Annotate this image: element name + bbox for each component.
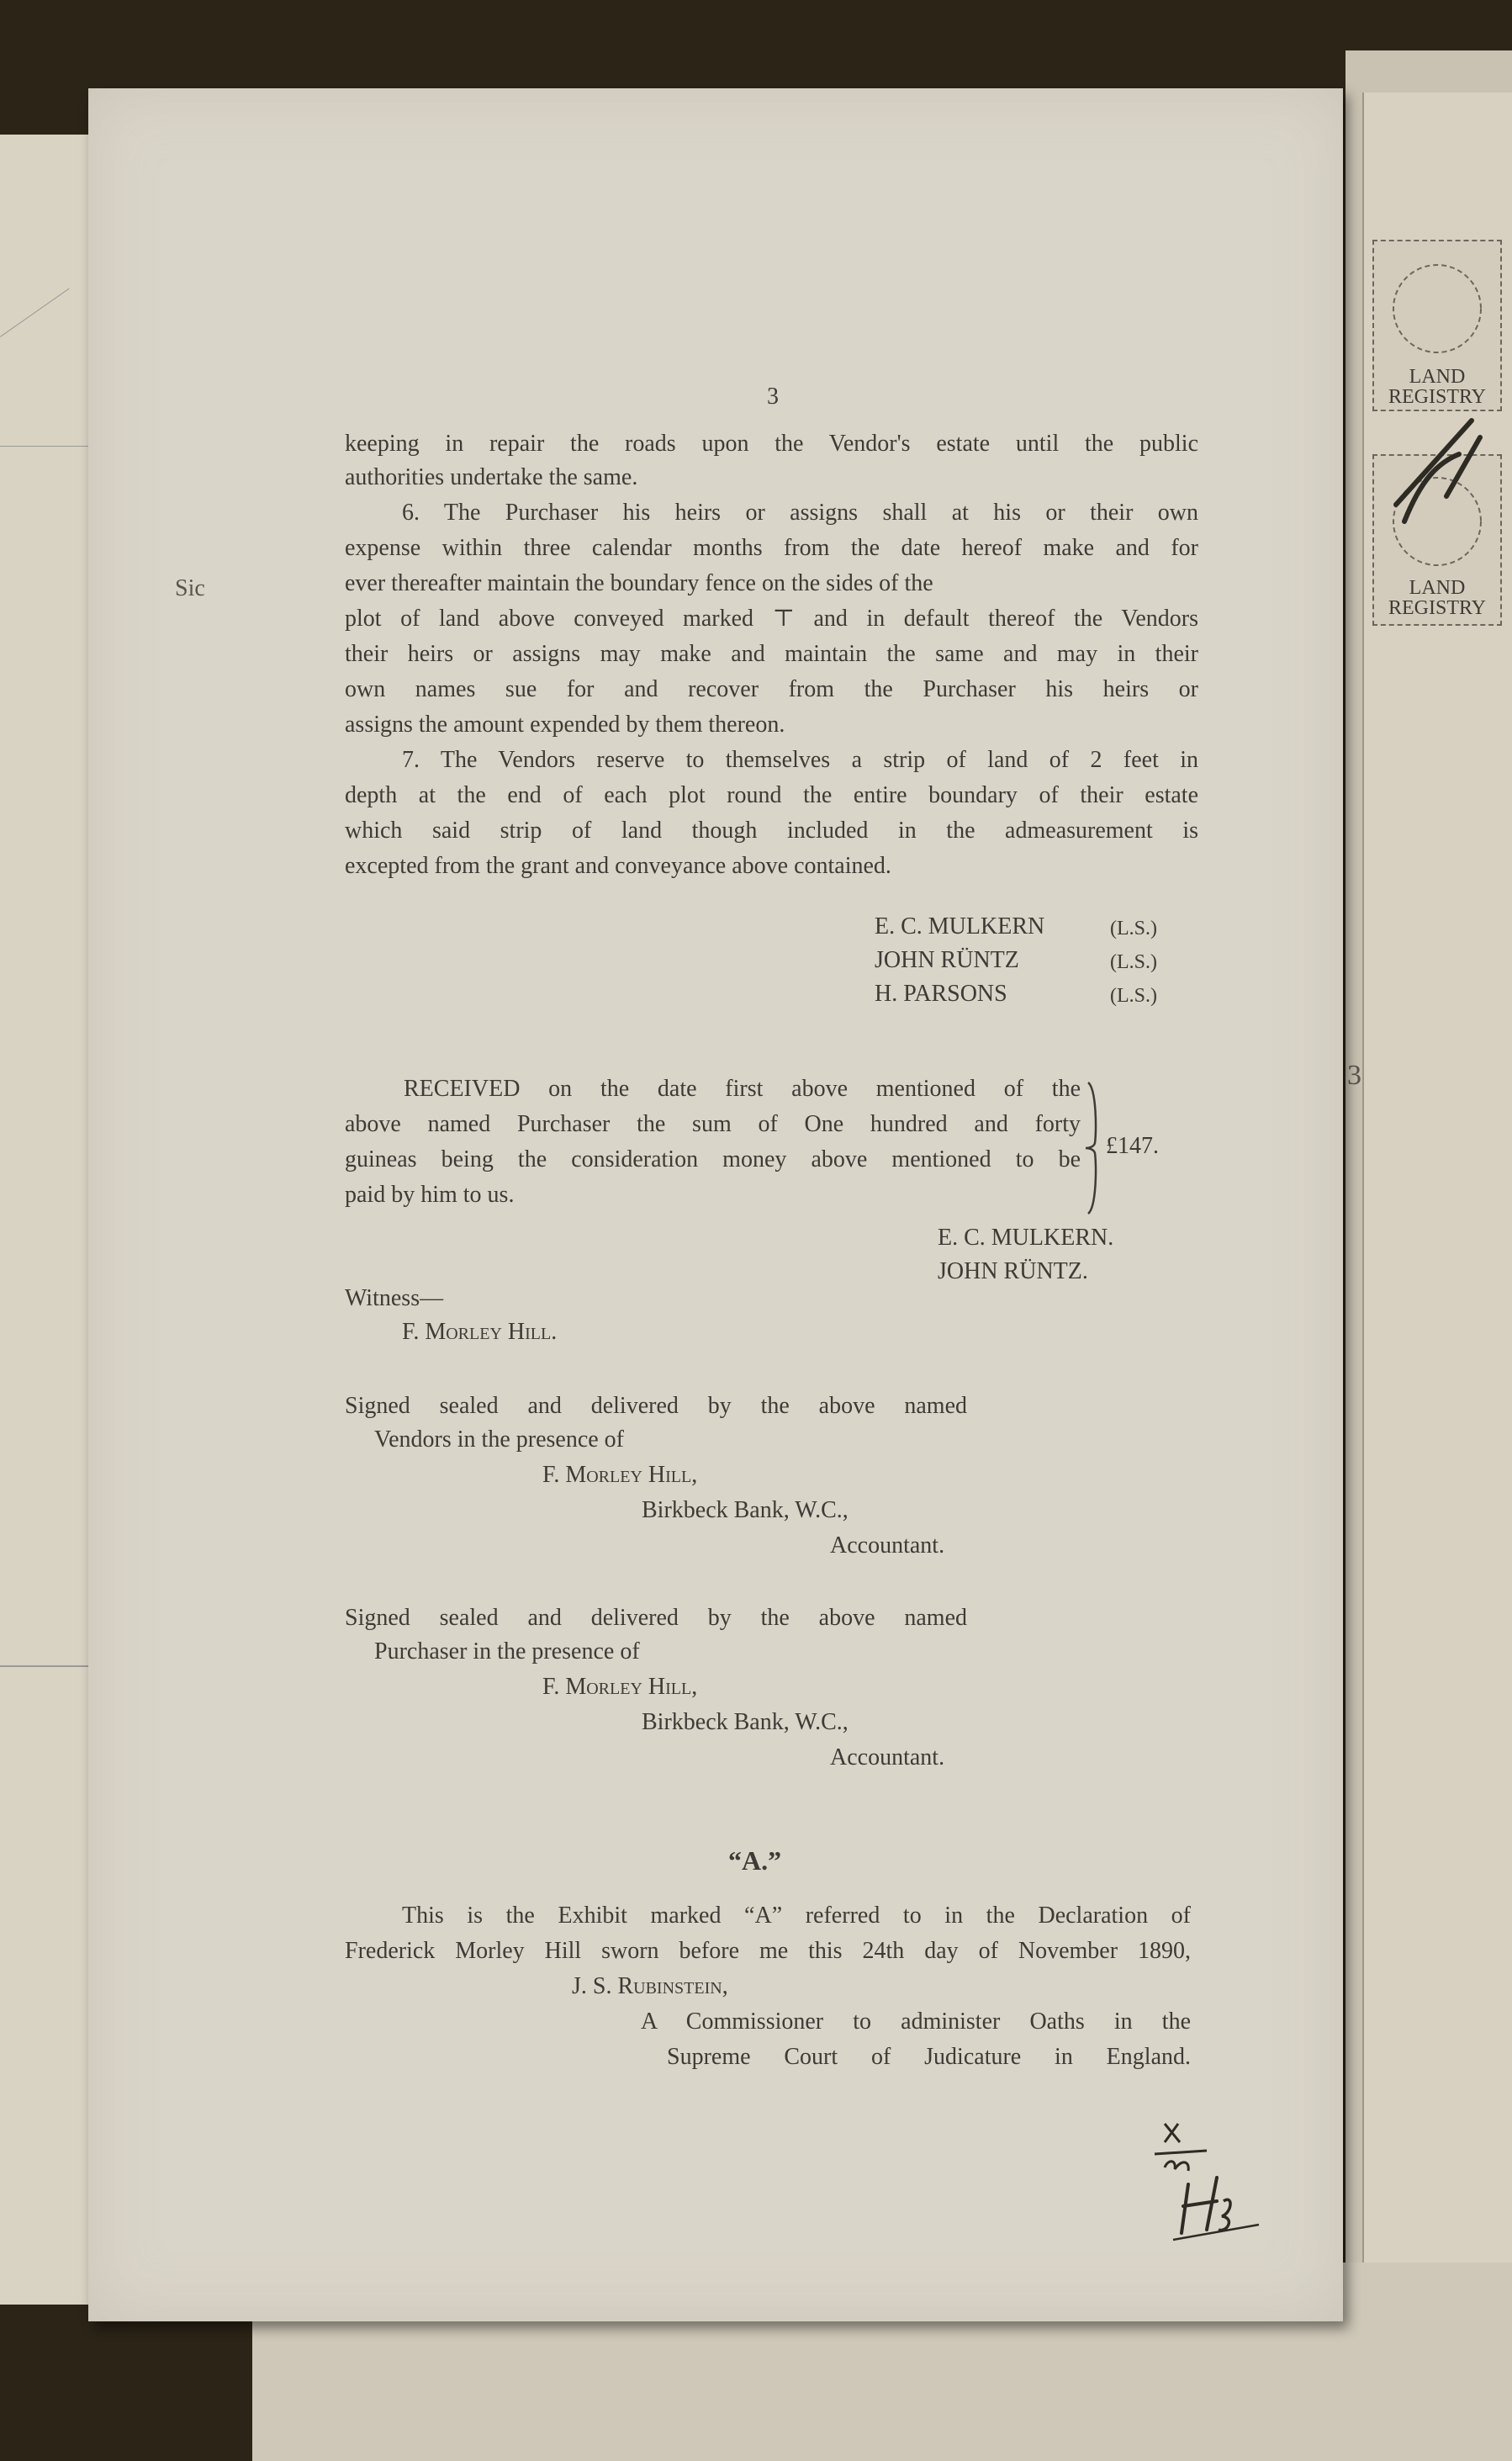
attesting-witness-name: F. Morley Hill,	[542, 1674, 698, 1700]
commissioner-name: J. S. Rubinstein,	[572, 1973, 728, 1999]
body-line: authorities undertake the same.	[345, 464, 638, 490]
margin-note: Sic	[175, 575, 205, 601]
left-facing-page	[0, 135, 101, 2305]
signatory-name: JOHN RÜNTZ	[875, 947, 1019, 973]
receipt-line: above named Purchaser the sum of One hundred and forty	[345, 1111, 1081, 1137]
clause-6-line: 6. The Purchaser his heirs or assigns shall at his or their own	[402, 500, 1198, 526]
clause-7-line: excepted from the grant and conveyance above contained.	[345, 853, 891, 879]
handwritten-initials	[1139, 2107, 1266, 2241]
land-registry-stamp-top	[1372, 240, 1502, 411]
body-line: keeping in repair the roads upon the Vendor's estate until the public	[345, 431, 1198, 457]
clause-6-line: ever thereafter maintain the boundary fence on the sides of the	[345, 570, 933, 596]
exhibit-line: This is the Exhibit marked “A” referred to in the Declaration of	[402, 1903, 1191, 1929]
stamp-line-2: REGISTRY	[1388, 386, 1486, 408]
receipt-signer: JOHN RÜNTZ.	[938, 1258, 1088, 1284]
commissioner-title-line: Supreme Court of Judicature in England.	[667, 2044, 1191, 2070]
signatory-name: E. C. MULKERN	[875, 913, 1045, 939]
attesting-witness-occupation: Accountant.	[830, 1744, 945, 1770]
attesting-witness-address: Birkbeck Bank, W.C.,	[642, 1497, 849, 1523]
receipt-line: paid by him to us.	[345, 1182, 515, 1208]
attesting-witness-occupation: Accountant.	[830, 1532, 945, 1559]
signatory-name: H. PARSONS	[875, 981, 1007, 1007]
receipt-amount: £147.	[1106, 1133, 1159, 1159]
clause-6-line: expense within three calendar months from the date hereof make and for	[345, 535, 1198, 561]
seal-mark: (L.S.)	[1110, 951, 1157, 973]
exhibit-line: Frederick Morley Hill sworn before me this 24th day of November 1890,	[345, 1938, 1191, 1964]
stamp-line-1: LAND	[1409, 577, 1466, 599]
seal-mark: (L.S.)	[1110, 918, 1157, 939]
stamp-line-2: REGISTRY	[1388, 597, 1486, 619]
page-number: 3	[767, 384, 779, 410]
attestation-line: Purchaser in the presence of	[374, 1638, 640, 1664]
clause-6-line: their heirs or assigns may make and maintain the same and may in their	[345, 641, 1198, 667]
exhibit-heading: “A.”	[728, 1845, 782, 1876]
clause-6-line: plot of land above conveyed marked ⊤ and in default thereof the Vendors	[345, 606, 1198, 632]
attestation-line: Signed sealed and delivered by the above named	[345, 1605, 967, 1631]
attesting-witness-name: F. Morley Hill,	[542, 1462, 698, 1488]
receipt-line: RECEIVED on the date first above mentioned of the	[404, 1076, 1081, 1102]
witness-name: F. Morley Hill.	[402, 1319, 558, 1345]
witness-label: Witness—	[345, 1285, 444, 1311]
attestation-line: Signed sealed and delivered by the above named	[345, 1393, 967, 1419]
receipt-line: guineas being the consideration money above mentioned to be	[345, 1146, 1081, 1172]
clause-7-line: which said strip of land though included in the admeasurement is	[345, 818, 1198, 844]
receipt-brace	[1083, 1081, 1107, 1215]
clause-6-line: own names sue for and recover from the Purchaser his heirs or	[345, 676, 1198, 702]
clause-7-line: 7. The Vendors reserve to themselves a strip of land of 2 feet in	[402, 747, 1198, 773]
stamp-line-1: LAND	[1409, 366, 1466, 388]
clause-7-line: depth at the end of each plot round the entire boundary of their estate	[345, 782, 1198, 808]
registry-handwritten-number	[1379, 404, 1497, 538]
adjacent-margin-fragment: 3	[1347, 1060, 1361, 1091]
receipt-signer: E. C. MULKERN.	[938, 1225, 1114, 1251]
commissioner-title-line: A Commissioner to administer Oaths in the	[641, 2008, 1191, 2035]
attesting-witness-address: Birkbeck Bank, W.C.,	[642, 1709, 849, 1735]
clause-6-line: assigns the amount expended by them thereon.	[345, 712, 785, 738]
attestation-line: Vendors in the presence of	[374, 1426, 625, 1453]
seal-mark: (L.S.)	[1110, 985, 1157, 1007]
